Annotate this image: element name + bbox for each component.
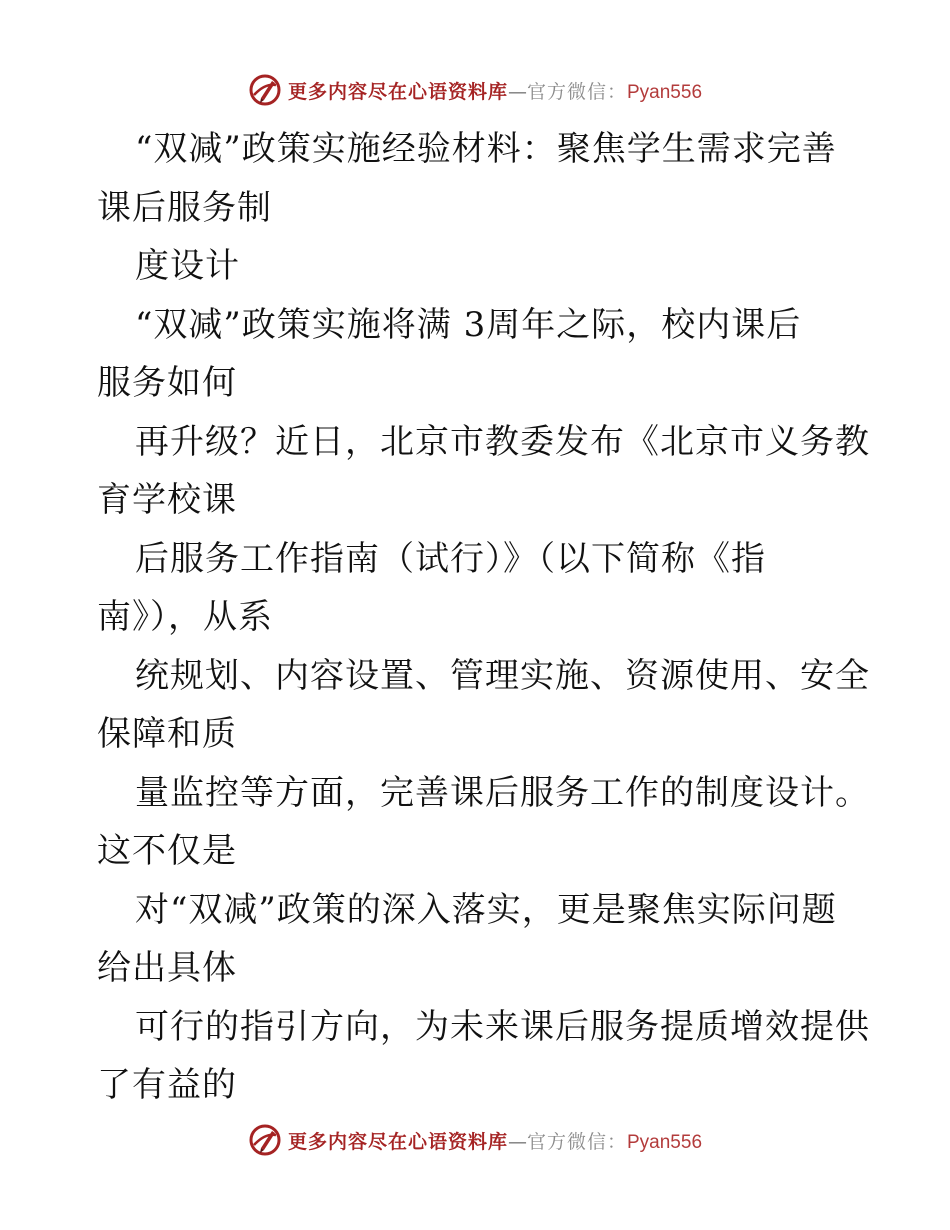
header-banner-text	[288, 77, 702, 104]
document-line: 度设计	[135, 246, 240, 286]
footer-banner	[0, 1120, 950, 1160]
document-line: “双减”政策实施将满 3周年之际，校内课后	[135, 304, 802, 345]
document-line: 后服务工作指南（试行）》（以下简称《指	[135, 538, 766, 579]
document-line: 课后服务制	[97, 187, 272, 228]
banner-dash: —	[507, 80, 527, 103]
pen-logo-icon	[248, 1123, 282, 1157]
document-line: 南》），从系	[97, 597, 273, 637]
wechat-id: Pyan556	[627, 81, 703, 103]
document-line: “双减”政策实施经验材料：聚焦学生需求完善	[135, 129, 837, 169]
document-line: 可行的指引方向，为未来课后服务提质增效提供	[135, 1006, 870, 1047]
wechat-id: Pyan556	[627, 1131, 703, 1153]
document-body	[97, 120, 870, 1115]
document-line: 保障和质	[97, 714, 237, 754]
document-line: 再升级？近日，北京市教委发布《北京市义务教	[135, 421, 870, 462]
document-line: 给出具体	[97, 948, 237, 988]
pen-logo-icon	[248, 73, 282, 107]
wechat-label: 官方微信：	[526, 1130, 627, 1153]
wechat-label: 官方微信：	[526, 80, 627, 103]
document-line: 了有益的	[97, 1065, 237, 1105]
document-line: 对“双减”政策的深入落实，更是聚焦实际问题	[135, 889, 837, 930]
document-line: 服务如何	[97, 363, 237, 403]
header-banner	[0, 70, 950, 110]
document-line: 统规划、内容设置、管理实施、资源使用、安全	[135, 655, 870, 696]
header-banner-content	[248, 73, 702, 107]
footer-banner-content	[248, 1123, 702, 1157]
document-line: 量监控等方面，完善课后服务工作的制度设计。	[135, 772, 870, 813]
brand-name: 更多内容尽在心语资料库	[287, 80, 508, 103]
banner-dash: —	[507, 1130, 527, 1153]
document-line: 育学校课	[97, 480, 237, 520]
footer-banner-text	[288, 1127, 702, 1154]
document-line: 这不仅是	[97, 831, 237, 871]
brand-name: 更多内容尽在心语资料库	[287, 1130, 508, 1153]
